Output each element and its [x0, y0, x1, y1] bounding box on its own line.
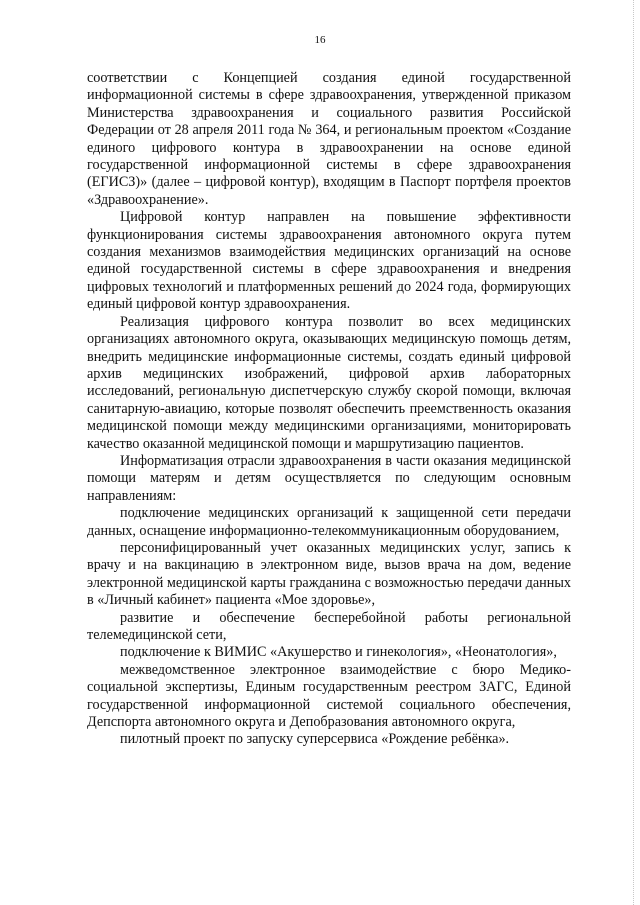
document-body: [87, 70, 571, 749]
scan-edge-line: [632, 0, 634, 905]
list-item-accounting: персонифицированный учет оказанных медицинских услуг, запись к врачу и на вакцинацию в электронном виде, вызов врача на дом, ведение электронной медицинской карты гражданина с возможностью передачи данных в «Личный кабинет» пациента «Мое здоровье»,: [87, 539, 571, 609]
paragraph-implementation: Реализация цифрового контура позволит во всех медицинских организациях автономного округа, оказывающих медицинскую помощь детям, внедрить медицинские информационные системы, создать единый цифровой архив медицинских изображений, цифровой архив лабораторных исследований, региональную диспетчерскую службу скорой помощи, включая санитарную-авиацию, которые позволят обеспечить преемственность оказания медицинской помощи между медицинскими организациями, мониторировать качество оказанной медицинской помощи и маршрутизацию пациентов.: [87, 313, 571, 452]
list-item-network: подключение медицинских организаций к защищенной сети передачи данных, оснащение информационно-телекоммуникационным оборудованием,: [87, 505, 571, 539]
list-item-telemedicine: развитие и обеспечение бесперебойной работы региональной телемедицинской сети,: [87, 609, 571, 643]
paragraph-informatization: Информатизация отрасли здравоохранения в части оказания медицинской помощи матерям и детям осуществляется по следующим основным направлениям:: [87, 452, 571, 504]
paragraph-digital-contour: Цифровой контур направлен на повышение эффективности функционирования системы здравоохранения автономного округа путем создания механизмов взаимодействия медицинских организаций на основе единой государственной системы в сфере здравоохранения и внедрения цифровых технологий и платформенных решений до 2024 года, формирующих единый цифровой контур здравоохранения.: [87, 209, 571, 313]
list-item-vimis: подключение к ВИМИС «Акушерство и гинекология», «Неонатология»,: [120, 644, 557, 661]
page-number: 16: [314, 34, 326, 46]
list-item-pilot: пилотный проект по запуску суперсервиса «Рождение ребёнка».: [120, 731, 510, 748]
paragraph-concept: соответствии с Концепцией создания единой государственной информационной системы в сфере здравоохранения, утвержденной приказом Министерства здравоохранения и социального развития Российской Федерации от 28 апреля 2011 года № 364, и региональным проектом «Создание единого цифрового контура в здравоохранении на основе единой государственной информационной системы в сфере здравоохранения (ЕГИСЗ)» (далее – цифровой контур), входящим в Паспорт портфеля проектов «Здравоохранение».: [87, 70, 571, 208]
list-item-interagency: межведомственное электронное взаимодействие с бюро Медико-социальной экспертизы, Единым государственным реестром ЗАГС, Единой государственной информационной системой социального обеспечения, Депспорта автономного округа и Депобразования автономного округа,: [87, 661, 571, 731]
